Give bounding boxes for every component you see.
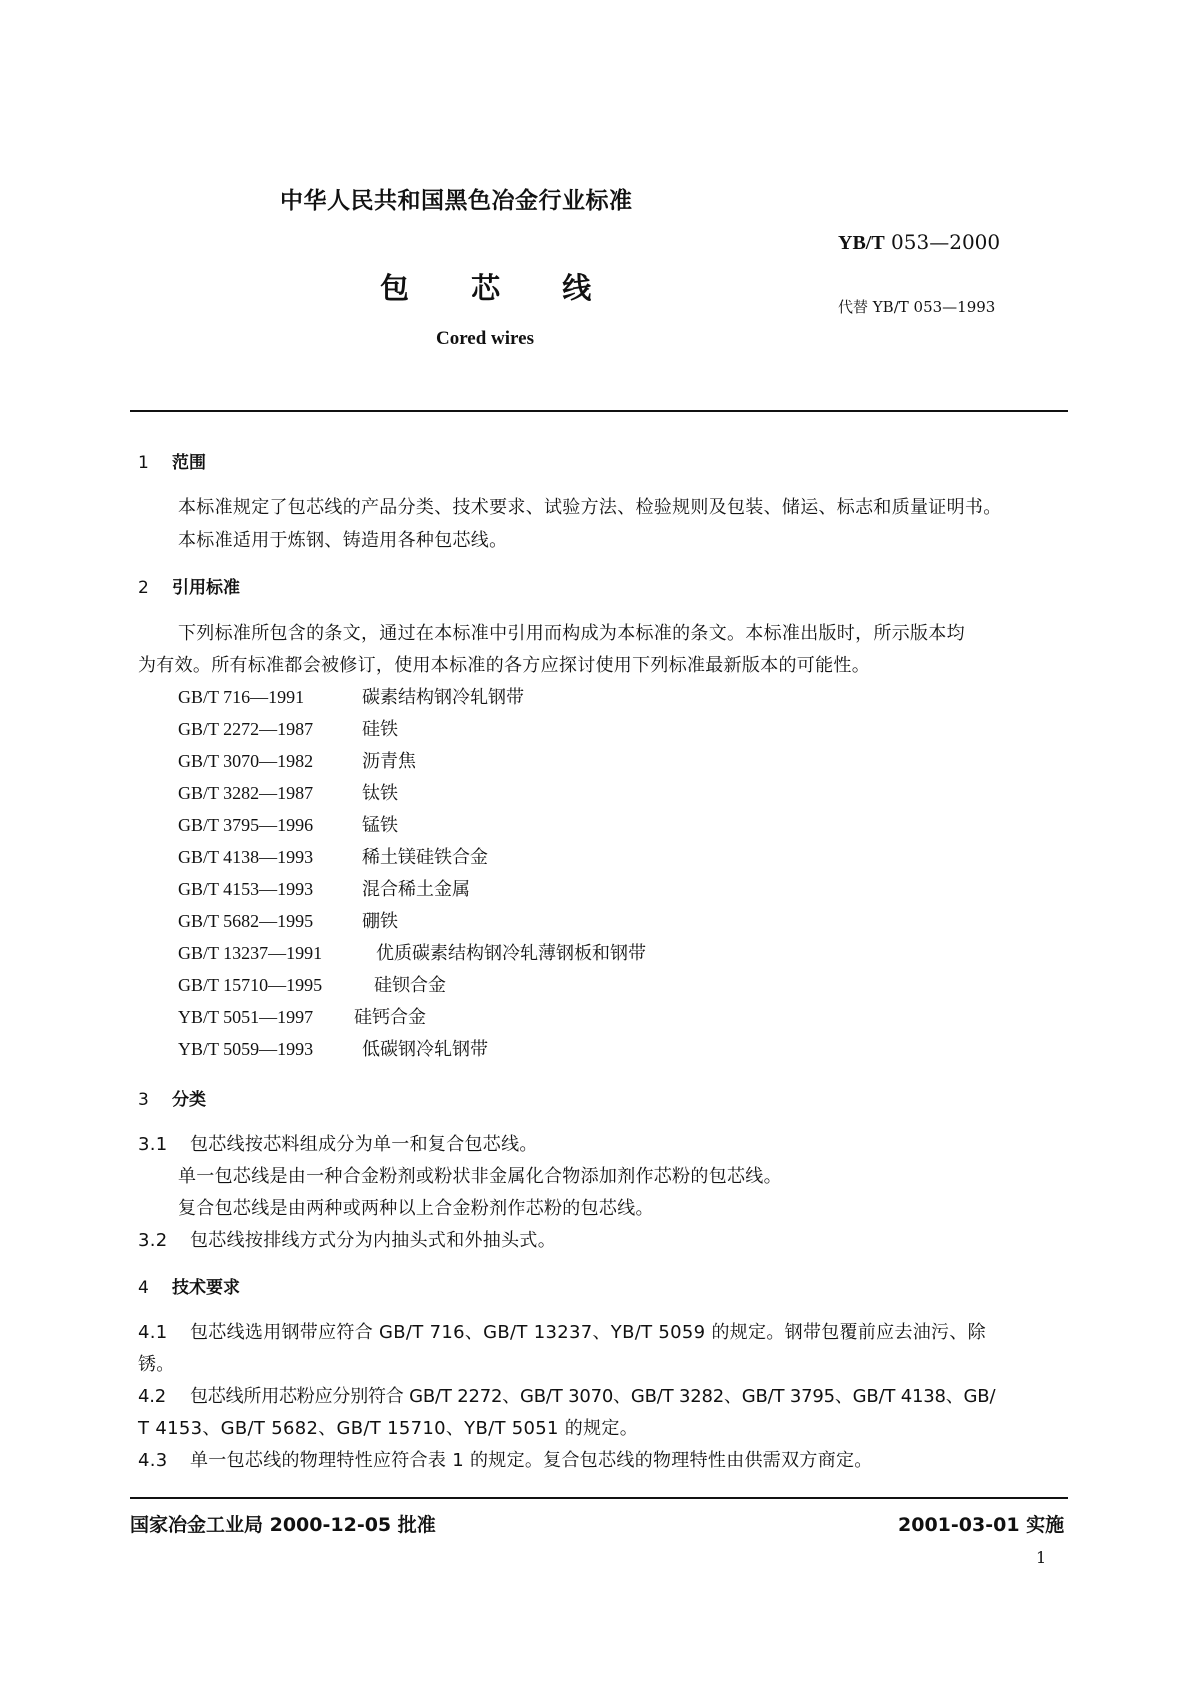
reference-item bbox=[178, 971, 446, 997]
reference-name: 锰铁 bbox=[362, 815, 398, 836]
document-title: 包 芯 线 bbox=[380, 271, 592, 305]
clause-3-1-single: 单一包芯线是由一种合金粉剂或粉状非金属化合物添加剂作芯粉的包芯线。 bbox=[178, 1166, 782, 1187]
clause-text: 单一包芯线的物理特性应符合表 1 的规定。复合包芯线的物理特性由供需双方商定。 bbox=[190, 1450, 873, 1471]
reference-item bbox=[178, 715, 398, 741]
section-number: 1 bbox=[138, 453, 149, 473]
reference-name: 钛铁 bbox=[362, 783, 398, 804]
section-2-heading bbox=[138, 573, 240, 598]
section-title: 技术要求 bbox=[172, 1278, 240, 1298]
reference-item bbox=[178, 683, 524, 709]
reference-item bbox=[178, 939, 646, 965]
reference-item bbox=[178, 907, 398, 933]
section-2-paragraph-line-1: 下列标准所包含的条文，通过在本标准中引用而构成为本标准的条文。本标准出版时，所示版本均 bbox=[178, 623, 965, 644]
clause-text: 包芯线所用芯粉应分别符合 GB/T 2272、GB/T 3070、GB/T 3282、GB/T 3795、GB/T 4138、GB/ bbox=[190, 1386, 996, 1407]
reference-code: GB/T 716—1991 bbox=[178, 687, 305, 707]
clause-text: 包芯线按排线方式分为内抽头式和外抽头式。 bbox=[190, 1230, 556, 1251]
reference-item bbox=[178, 811, 398, 837]
reference-name: 硅钡合金 bbox=[374, 975, 446, 996]
standard-prefix: YB/T bbox=[838, 232, 885, 254]
reference-item bbox=[178, 1035, 488, 1061]
reference-name: 硅铁 bbox=[362, 719, 398, 740]
approval-statement: 国家冶金工业局 2000-12-05 批准 bbox=[130, 1514, 436, 1536]
reference-name: 碳素结构钢冷轧钢带 bbox=[362, 687, 524, 708]
clause-4-1 bbox=[138, 1318, 986, 1344]
page-number: 1 bbox=[1036, 1548, 1047, 1567]
section-number: 2 bbox=[138, 578, 149, 598]
reference-name: 沥青焦 bbox=[362, 751, 416, 772]
header-divider bbox=[130, 410, 1068, 412]
reference-code: GB/T 3282—1987 bbox=[178, 783, 314, 803]
section-title: 引用标准 bbox=[172, 578, 240, 598]
clause-3-2 bbox=[138, 1226, 556, 1252]
clause-number: 3.1 bbox=[138, 1134, 168, 1155]
reference-name: 硼铁 bbox=[362, 911, 398, 932]
reference-code: GB/T 5682—1995 bbox=[178, 911, 314, 931]
section-title: 范围 bbox=[172, 453, 206, 473]
section-title: 分类 bbox=[172, 1090, 206, 1110]
reference-item bbox=[178, 747, 416, 773]
section-3-heading bbox=[138, 1085, 206, 1110]
section-2-paragraph-line-2: 为有效。所有标准都会被修订，使用本标准的各方应探讨使用下列标准最新版本的可能性。 bbox=[138, 655, 870, 676]
issuing-authority-line: 中华人民共和国黑色冶金行业标准 bbox=[280, 188, 633, 214]
clause-number: 3.2 bbox=[138, 1230, 168, 1251]
reference-code: GB/T 4153—1993 bbox=[178, 879, 314, 899]
reference-code: YB/T 5059—1993 bbox=[178, 1039, 314, 1059]
english-title: Cored wires bbox=[436, 328, 534, 349]
reference-name: 低碳钢冷轧钢带 bbox=[362, 1039, 488, 1060]
clause-4-1-continued: 锈。 bbox=[138, 1354, 175, 1375]
reference-item bbox=[178, 843, 488, 869]
clause-text: 包芯线选用钢带应符合 GB/T 716、GB/T 13237、YB/T 5059 的规定。钢带包覆前应去油污、除 bbox=[190, 1322, 986, 1343]
replaces-standard: 代替 YB/T 053—1993 bbox=[838, 298, 996, 316]
standard-code bbox=[838, 230, 1000, 255]
reference-code: GB/T 4138—1993 bbox=[178, 847, 314, 867]
footer-divider bbox=[130, 1497, 1068, 1499]
clause-number: 4.2 bbox=[138, 1386, 167, 1407]
clause-text: 包芯线按芯料组成分为单一和复合包芯线。 bbox=[190, 1134, 538, 1155]
section-1-paragraph-2: 本标准适用于炼钢、铸造用各种包芯线。 bbox=[178, 530, 508, 551]
reference-name: 优质碳素结构钢冷轧薄钢板和钢带 bbox=[376, 943, 646, 964]
section-number: 4 bbox=[138, 1278, 149, 1298]
reference-name: 混合稀土金属 bbox=[362, 879, 470, 900]
clause-number: 4.3 bbox=[138, 1450, 168, 1471]
standard-number: 053—2000 bbox=[891, 230, 1001, 254]
clause-4-2 bbox=[138, 1382, 995, 1408]
reference-item bbox=[178, 779, 398, 805]
section-number: 3 bbox=[138, 1090, 149, 1110]
section-1-paragraph-1: 本标准规定了包芯线的产品分类、技术要求、试验方法、检验规则及包装、储运、标志和质量证明书。 bbox=[178, 497, 1002, 518]
reference-name: 硅钙合金 bbox=[354, 1007, 426, 1028]
reference-code: GB/T 3795—1996 bbox=[178, 815, 314, 835]
clause-4-2-continued: T 4153、GB/T 5682、GB/T 15710、YB/T 5051 的规定。 bbox=[138, 1418, 639, 1439]
section-1-heading bbox=[138, 448, 206, 473]
reference-name: 稀土镁硅铁合金 bbox=[362, 847, 488, 868]
effective-date: 2001-03-01 实施 bbox=[898, 1514, 1065, 1536]
clause-3-1-composite: 复合包芯线是由两种或两种以上合金粉剂作芯粉的包芯线。 bbox=[178, 1198, 654, 1219]
clause-number: 4.1 bbox=[138, 1322, 168, 1343]
reference-code: GB/T 15710—1995 bbox=[178, 975, 323, 995]
clause-3-1 bbox=[138, 1130, 538, 1156]
reference-code: YB/T 5051—1997 bbox=[178, 1007, 314, 1027]
reference-code: GB/T 2272—1987 bbox=[178, 719, 314, 739]
reference-code: GB/T 13237—1991 bbox=[178, 943, 323, 963]
reference-item bbox=[178, 1003, 426, 1029]
clause-4-3 bbox=[138, 1446, 873, 1472]
reference-code: GB/T 3070—1982 bbox=[178, 751, 314, 771]
reference-item bbox=[178, 875, 470, 901]
section-4-heading bbox=[138, 1273, 240, 1298]
